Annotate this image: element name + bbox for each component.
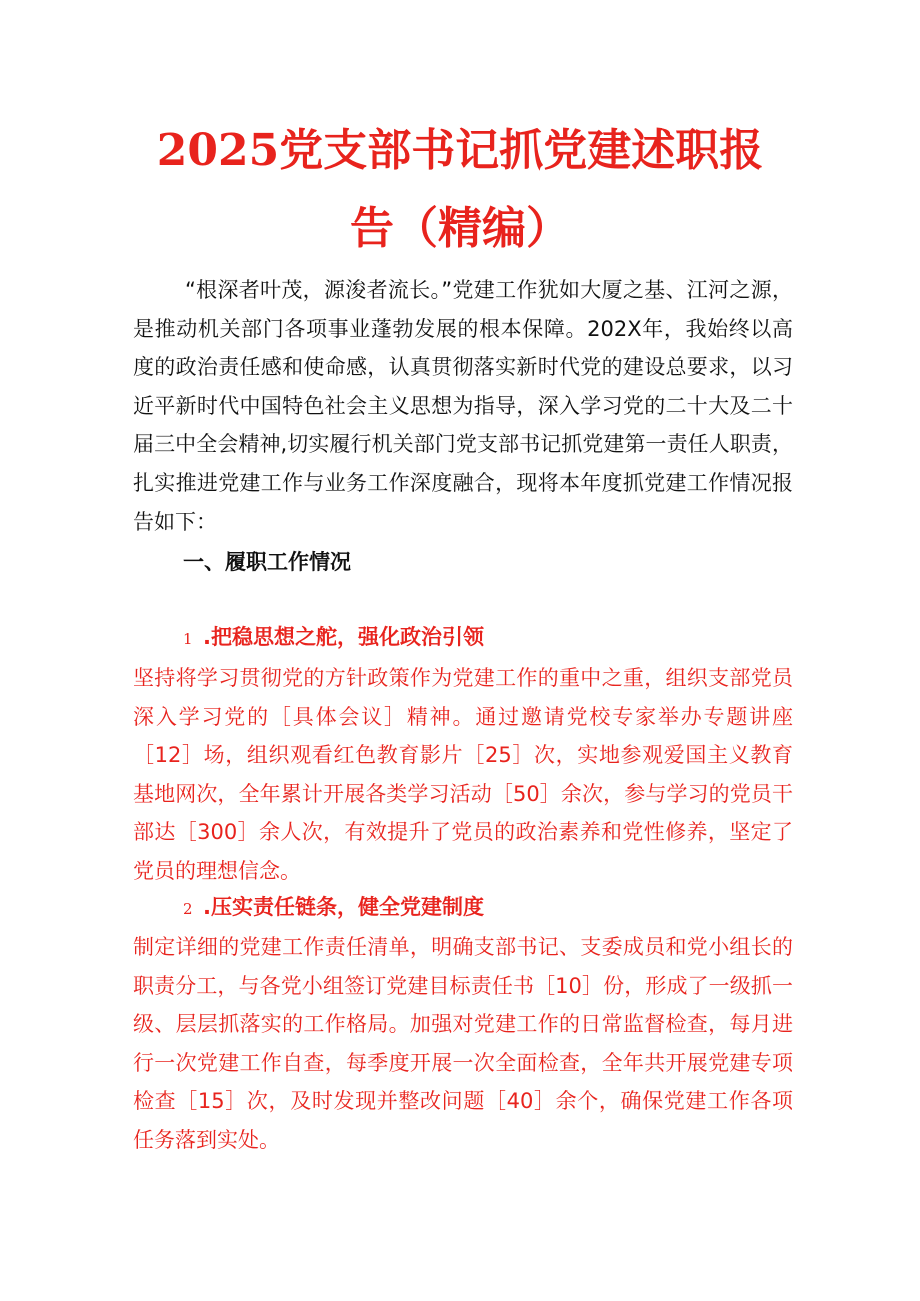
item-2-number: 2	[183, 900, 193, 918]
item-2-heading	[183, 888, 484, 928]
item-1-heading-text: .把稳思想之舵，强化政治引领	[203, 625, 484, 649]
document-title-line-2: 告（精编）	[350, 203, 570, 254]
item-1-body: 坚持将学习贯彻党的方针政策作为党建工作的重中之重，组织支部党员深入学习党的［具体会议］精神。通过邀请党校专家举办专题讲座［12］场，组织观看红色教育影片［25］次，实地参观爱国主义教育基地网次，全年累计开展各类学习活动［50］余次，参与学习的党员干部达［300］余人次，有效提升了党员的政治素养和党性修养，坚定了党员的理想信念。	[133, 666, 793, 883]
item-2-body: 制定详细的党建工作责任清单，明确支部书记、支委成员和党小组长的职责分工，与各党小组签订党建目标责任书［10］份，形成了一级抓一级、层层抓落实的工作格局。加强对党建工作的日常监督检查，每月进行一次党建工作自查，每季度开展一次全面检查，全年共开展党建专项检查［15］次，及时发现并整改问题［40］余个，确保党建工作各项任务落到实处。	[133, 935, 793, 1152]
section-heading-duty-performance: 一、履职工作情况	[183, 550, 351, 574]
intro-paragraph	[133, 271, 793, 541]
item-1-heading	[183, 618, 484, 658]
item-1-number: 1	[183, 630, 193, 648]
item-2-heading-text: .压实责任链条，健全党建制度	[203, 895, 484, 919]
document-title-line-1: 2025党支部书记抓党建述职报	[156, 125, 764, 176]
intro-text: “根深者叶茂，源浚者流长。”党建工作犹如大厦之基、江河之源，是推动机关部门各项事业蓬勃发展的根本保障。202X年，我始终以高度的政治责任感和使命感，认真贯彻落实新时代党的建设总要求，以习近平新时代中国特色社会主义思想为指导，深入学习党的二十大及二十届三中全会精神,切实履行机关部门党支部书记抓党建第一责任人职责，扎实推进党建工作与业务工作深度融合，现将本年度抓党建工作情况报告如下：	[133, 278, 793, 534]
